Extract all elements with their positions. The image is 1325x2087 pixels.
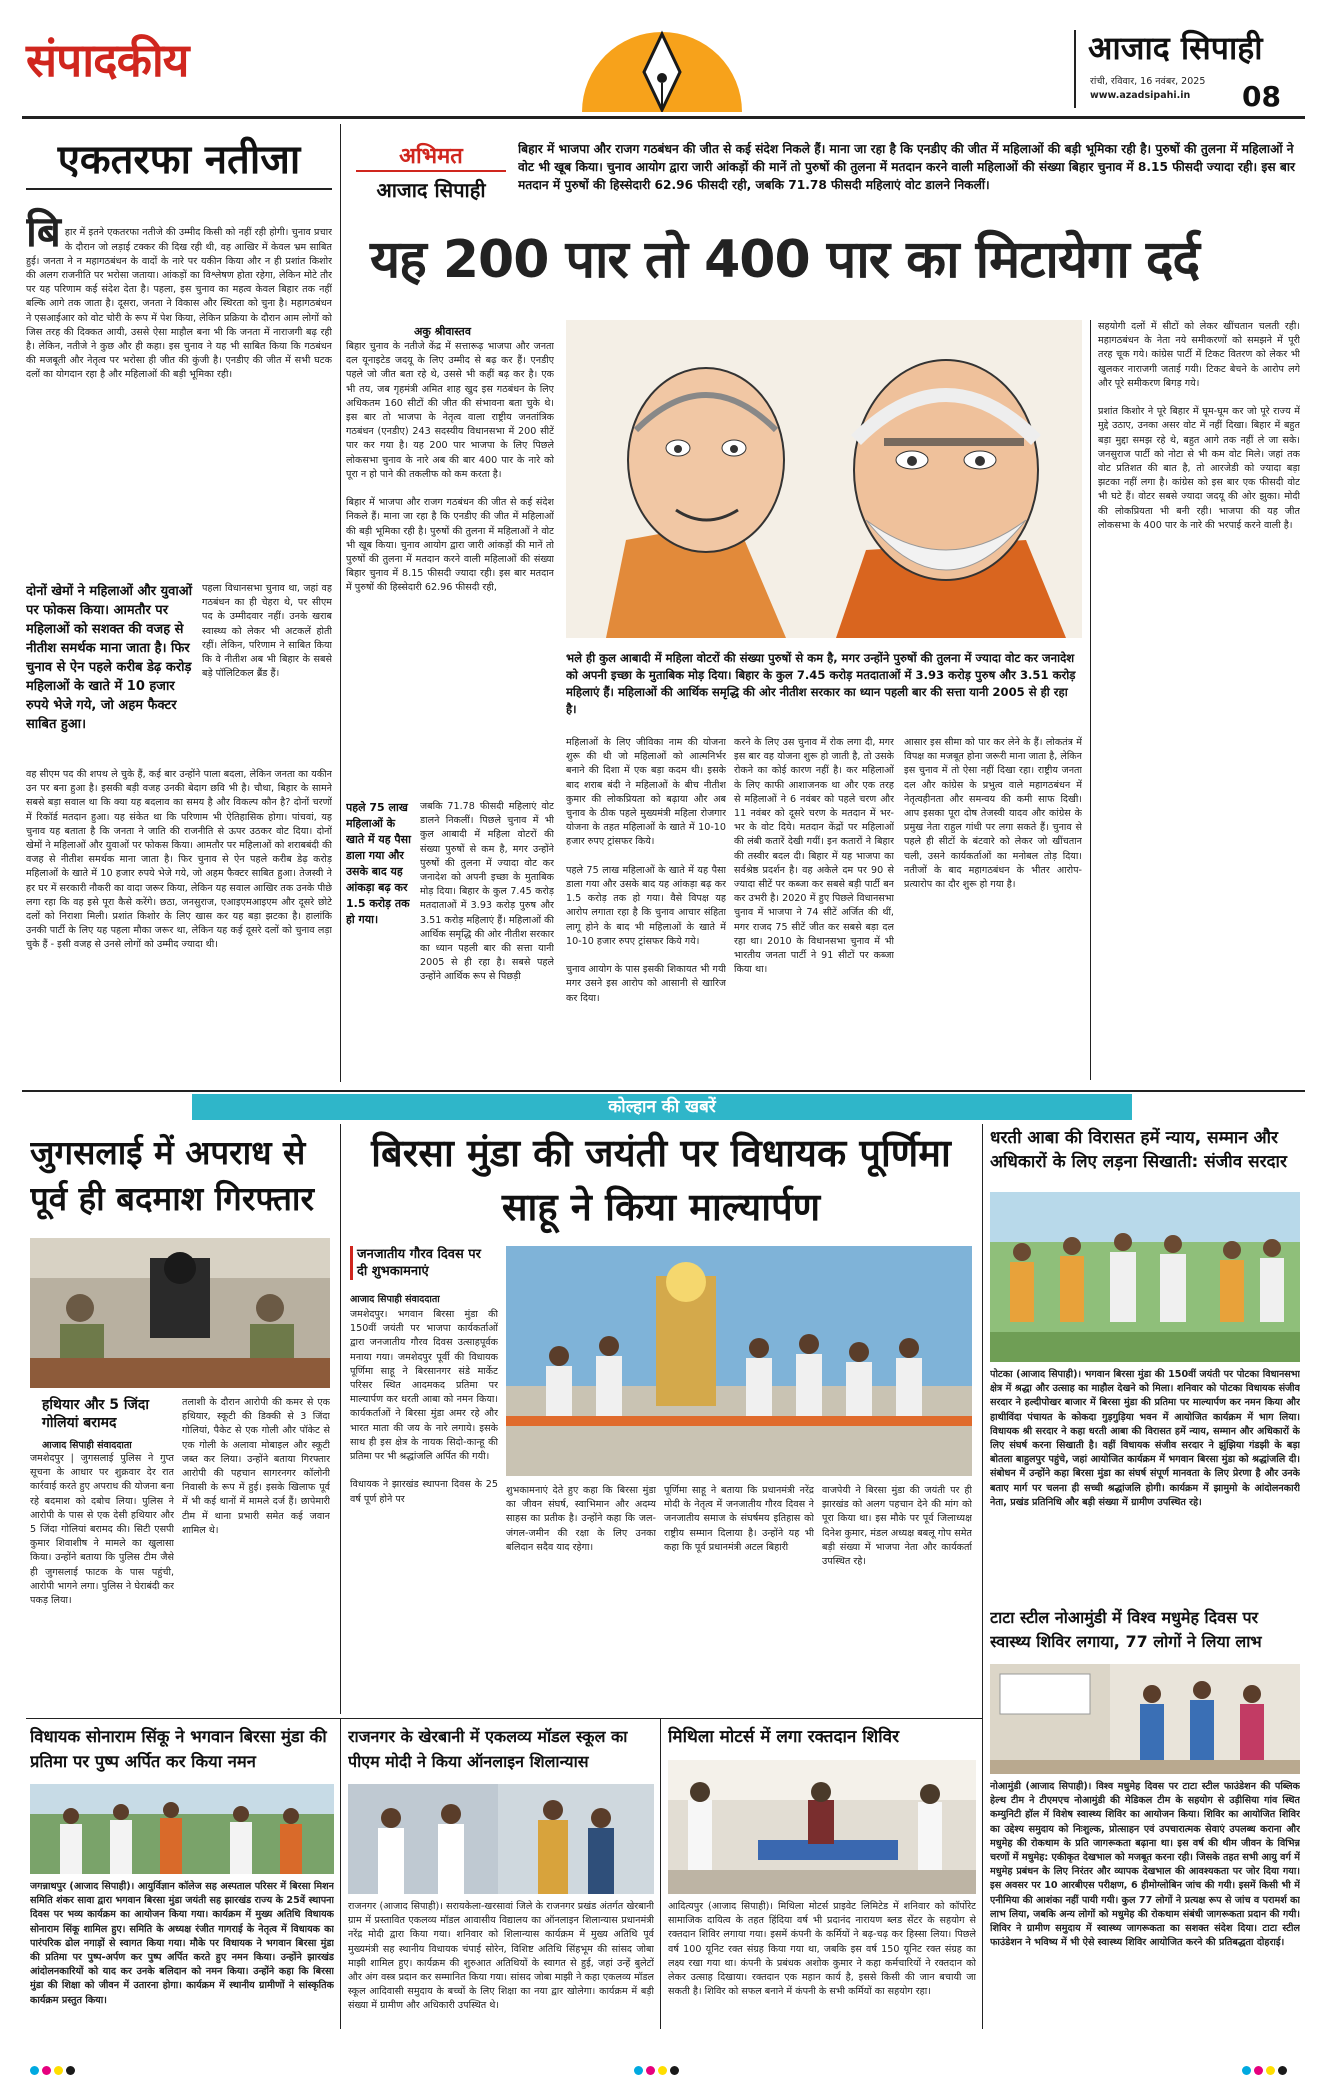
- footer-registration-marks: [30, 2060, 1300, 2074]
- left2-body: जगन्नाथपुर (आजाद सिपाही)। आयुर्विज्ञान कॉलेज सह अस्पताल परिसर में बिरसा मिशन समिति शंकर सावा द्वारा भगवान बिरसा मुंडा जयंती सह झारखंड राज्य के 25वें स्थापना दिवस पर भव्य कार्यक्रम का आयोजन किया गया। कार्यक्रम में मुख्य अतिथि विधायक सोनाराम सिंकू शामिल हुए। समिति के अध्यक्ष रंजीत गागराई के नेतृत्व में विधायक का पारंपरिक ढोल नगाड़ों से स्वागत किया गया। मौके पर विधायक ने भगवान बिरसा मुंडा की प्रतिमा पर पुष्प-अर्पण कर पुष्प अर्पित करते हुए नमन किया। उन्होंने झारखंड आंदोलनकारियों को याद कर उनके बलिदान को नमन किया। उन्होंने कहा कि बिरसा मुंडा की शिक्षा को जीवन में उतारना होगा। कार्यक्रम में स्थानीय ग्रामीणों ने सांस्कृतिक कार्यक्रम प्रस्तुत किया।: [30, 1881, 334, 2006]
- mid2-headline: राजनगर के खेरबानी में एकलव्य मॉडल स्कूल का पीएम मोदी ने किया ऑनलाइन शिलान्यास: [348, 1727, 628, 1771]
- registration-dot-icon: [646, 2066, 655, 2075]
- editorial-body-1: [26, 198, 332, 578]
- editorial-headline: एकतरफा नतीजा: [57, 136, 301, 183]
- bottom-mid2-rule: [660, 1718, 661, 2029]
- abhimat-label-top: अभिमत: [356, 140, 506, 172]
- story2-body: जमशेदपुर। भगवान बिरसा मुंडा की 150वीं जयंती पर भाजपा कार्यकर्ताओं द्वारा जनजातीय गौरव दिवस उत्साहपूर्वक मनाया गया। जमशेदपुर पूर्वी की विधायक पूर्णिमा साहू ने बिरसानगर संडे मार्केट परिसर स्थित आदमकद प्रतिमा पर माल्यार्पण कर धरती आबा को नमन किया। कार्यकर्ताओं ने बिरसा मुंडा अमर रहे और भारत माता की जय के नारे लगाये। इसके साथ ही इस क्षेत्र के नायक सिदो-कान्हू की प्रतिमा पर भी श्रद्धांजलि अर्पित की गयी। विधायक ने झारखंड स्थापना दिवस के 25 वर्ष पूर्ण होने पर: [350, 1309, 498, 1505]
- registration-dot-icon: [670, 2066, 679, 2075]
- story2-headline: बिरसा मुंडा की जयंती पर विधायक पूर्णिमा साहू ने किया माल्यार्पण: [371, 1131, 951, 1229]
- right-col-rule: [982, 1124, 983, 2029]
- story1-body: जमशेदपुर | जुगसलाई पुलिस ने गुप्त सूचना के आधार पर शुक्रवार देर रात कार्रवाई करते हुए अपराध की योजना बना रहे बदमाश को दबोच लिया। पुलिस ने आरोपी के पास से एक देसी हथियार और 5 जिंदा गोलियां बरामद की। सिटी एसपी कुमार शिवाशीष ने मामले का खुलासा किया। उन्होंने बताया कि पुलिस टीम जैसे ही जुगसलाई फाटक के पास पहुंची, आरोपी भागने लगा। पुलिस ने घेराबंदी कर पकड़ लिया।: [30, 1453, 174, 1607]
- masthead-vertical-rule: [1074, 30, 1076, 108]
- editorial-text-1: हार में इतने एकतरफा नतीजे की उम्मीद किसी को नहीं रही होगी। चुनाव प्रचार के दौरान जो लड़ाई टक्कर की दिख रही थी, वह आखिर में केवल भ्रम साबित हुई। जनता ने न महागठबंधन के वादों के नारे पर यकीन किया और न ही प्रशांत किशोर की अलग राजनीति पर भरोसा जताया। आंकड़ों का विश्लेषण होता रहेगा, लेकिन मोटे तौर पर यह परिणाम कई संदेश देता है। पहला, इस चुनाव का महत्व केवल बिहार तक नहीं बल्कि आगे तक जाता है। दूसरा, जनता ने विकास और स्थिरता को चुना है। महागठबंधन ने एसआईआर को वोट चोरी के रूप में पेश किया, लेकिन प्रक्रिया के दौरान आम लोगों को जिस तरह की दिक्कत आयी, उससे ऐसा माहौल बना भी कि जनता में नाराजगी बढ़ रही है। लेकिन, नतीजे ने कुछ और ही कहा। इस चुनाव ने यह भी साबित किया कि गठबंधन की मजबूती और नेतृत्व पर भरोसा ही जीत की कुंजी है। एनडीए की जीत में सभी घटक दलों का योगदान रहा है और महिलाओं की बड़ी भूमिका रही।: [26, 227, 332, 381]
- abhimat-col-2: जबकि 71.78 फीसदी महिलाएं वोट डालने निकलीं। पिछले चुनाव में भी कुल आबादी में महिला वोटरों की संख्या पुरुषों से कम है, मगर उन्होंने पुरुषों की तुलना में ज्यादा वोट कर जनादेश को अपनी इच्छा के मुताबिक मोड़ दिया। बिहार के कुल 7.45 करोड़ मतदाताओं में 3.93 करोड़ पुरुष और 3.51 करोड़ महिलाएं हैं। महिलाओं की आर्थिक समृद्धि की ओर नीतीश सरकार का ध्यान पहली बार की सत्ता यानी 2005 से ही रहा है। सबसे पहले उन्होंने आर्थिक रूप से पिछड़ी: [420, 801, 554, 983]
- story2-photo: [506, 1246, 972, 1476]
- registration-dot-icon: [1242, 2066, 1251, 2075]
- drop-cap: बि: [26, 207, 61, 257]
- masthead-rule: [22, 116, 1305, 119]
- story2-left-rule: [340, 1124, 341, 1714]
- right1-headline: धरती आबा की विरासत हमें न्याय, सम्मान और अधिकारों के लिए लड़ना सिखाती: संजीव सरदार: [990, 1128, 1287, 1172]
- abhimat-intro: बिहार में भाजपा और राजग गठबंधन की जीत से कई संदेश निकले हैं। माना जा रहा है कि एनडीए की जीत में महिलाओं की बड़ी भूमिका रही है। पुरुषों की तुलना में महिलाओं ने वोट भी खूब किया। चुनाव आयोग द्वारा जारी आंकड़ों की मानें तो पुरुषों की तुलना में मतदान करने वाली महिलाओं की संख्या बिहार चुनाव में 8.15 फीसदी ज्यादा रही। इस बार मतदान में पुरुषों की हिस्सेदारी 62.96 फीसदी रही, जबकि 71.78 फीसदी महिलाएं वोट डालने निकलीं।: [518, 142, 1295, 192]
- registration-dot-icon: [1266, 2066, 1275, 2075]
- mid3-body: आदित्यपुर (आजाद सिपाही)। मिथिला मोटर्स प्राइवेट लिमिटेड में शनिवार को कॉर्पोरेट सामाजिक दायित्व के तहत हिंदिया वर्ष भी प्रदानंद नारायण ब्लड सेंटर के सहयोग से रक्तदान शिविर लगाया गया। इसमें कंपनी के कर्मियों ने बढ़-चढ़ कर हिस्सा लिया। पिछले वर्ष 100 यूनिट रक्त संग्रह किया गया था, जबकि इस वर्ष 150 यूनिट रक्त संग्रह का लक्ष्य रखा गया था। कंपनी के प्रबंधक अशोक कुमार ने कहा कर्मचारियों ने रक्तदान को लेकर उत्साह दिखाया। रक्तदान एक महान कार्य है, इससे किसी की जान बचायी जा सकती है। शिविर को सफल बनाने में कंपनी के सभी कर्मियों का सहयोग रहा।: [668, 1901, 976, 1998]
- color-dots-right: [1242, 2060, 1290, 2079]
- abhimat-col-4: करने के लिए उस चुनाव में रोक लगा दी, मगर इस बार वह योजना शुरू हो जाती है, तो उसके रोकने का कोई कारण नहीं है। कर महिलाओं के लिए काफी आशाजनक था और एक तरह से महिलाओं ने 6 नवंबर को पहले चरण और 11 नवंबर को दूसरे चरण के मतदान में भर-भर के वोट दिये। मतदान केंद्रों पर महिलाओं की लंबी कतारें देखी गयीं। इन कतारों ने बिहार की तस्वीर बदल दी। बिहार में यह भाजपा का सर्वश्रेष्ठ प्रदर्शन है। वह अकेले दम पर 90 से ज्यादा सीटें पर कब्जा कर सबसे बड़ी पार्टी बन कर उभरी है। 2020 में हुए पिछले विधानसभा चुनाव में भाजपा ने 74 सीटें अर्जित की थीं, मगर राजद 75 सीटें जीत कर सबसे बड़ा दल रहा था। 2010 के विधानसभा चुनाव में भी भारतीय जनता पार्टी ने 91 सीटों पर कब्जा किया था।: [734, 737, 894, 976]
- kolhan-banner-label: कोल्हान की खबरें: [608, 1097, 716, 1117]
- editorial-pull-quote: दोनों खेमों ने महिलाओं और युवाओं पर फोकस किया। आमतौर पर महिलाओं को सशक्त की वजह से नीतीश समर्थक माना जाता है। फिर चुनाव से ऐन पहले करीब डेढ़ करोड़ महिलाओं के खाते में 10 हजार रुपये भेजे गये, जो अहम फैक्टर साबित हुआ।: [26, 584, 193, 732]
- story2-subhead: जनजातीय गौरव दिवस पर दी शुभकामनाएं: [350, 1246, 486, 1280]
- abhimat-byline: अकु श्रीवास्तव: [414, 325, 471, 338]
- registration-dot-icon: [30, 2066, 39, 2075]
- registration-dot-icon: [66, 2066, 75, 2075]
- page-number: 08: [1242, 80, 1281, 113]
- story2-body-4: वाजपेयी ने बिरसा मुंडा की जयंती पर ही झारखंड को अलग पहचान देने की मांग को पूरा किया था। इस मौके पर पूर्व जिलाध्यक्ष दिनेश कुमार, मंडल अध्यक्ष बबलू गोप समेत बड़ी संख्या में भाजपा नेता और कार्यकर्ता उपस्थित रहे।: [822, 1485, 972, 1568]
- kolhan-top-rule: [22, 1090, 1305, 1092]
- left2-headline: विधायक सोनाराम सिंकू ने भगवान बिरसा मुंडा की प्रतिमा पर पुष्प अर्पित कर किया नमन: [30, 1727, 327, 1771]
- abhimat-col6-divider: [1090, 320, 1091, 1080]
- bottom-mid-rule: [340, 1718, 341, 2029]
- section-title: संपादकीय: [26, 33, 189, 87]
- paper-name: आजाद सिपाही: [1088, 29, 1263, 67]
- cartoon-caption: भले ही कुल आबादी में महिला वोटरों की संख्या पुरुषों से कम है, मगर उन्होंने पुरुषों की तुलना में ज्यादा वोट कर जनादेश को अपनी इच्छा के मुताबिक मोड़ दिया। बिहार के कुल 7.45 करोड़ मतदाताओं में 3.93 करोड़ पुरुष और 3.51 करोड़ महिलाएं हैं। महिलाओं की आर्थिक समृद्धि की ओर नीतीश सरकार का ध्यान पहली बार की सत्ता यानी 2005 से ही रहा है।: [566, 651, 1076, 716]
- registration-dot-icon: [54, 2066, 63, 2075]
- registration-dot-icon: [658, 2066, 667, 2075]
- color-dots-mid: [634, 2060, 682, 2079]
- editorial-body-2: पहला विधानसभा चुनाव था, जहां वह गठबंधन का ही चेहरा थे, पर सीएम पद के उम्मीदवार नहीं। उनके खराब स्वास्थ्य को लेकर भी अटकलें होती रहीं। लेकिन, परिणाम ने साबित किया कि वे नीतीश अब भी बिहार के सबसे बड़े पॉलिटिकल ब्रैंड हैं।: [202, 583, 332, 680]
- cartoon-illustration: [566, 320, 1082, 638]
- color-dots-left: [30, 2060, 78, 2079]
- mid3-headline: मिथिला मोटर्स में लगा रक्तदान शिविर: [668, 1727, 900, 1747]
- pen-nib-emblem-icon: [576, 20, 748, 112]
- story1-body-2: तलाशी के दौरान आरोपी की कमर से एक हथियार, स्कूटी की डिक्की से 3 जिंदा गोलियां, पैकेट से एक गोली और पॉकेट से एक गोली के अलावा मोबाइल और स्कूटी जब्त कर लिया। उन्होंने बताया गिरफ्तार आरोपी की पहचान सागरनगर कॉलोनी निवासी के रूप में हुई। इसके खिलाफ पूर्व में भी कई थानों में मामले दर्ज हैं। छापेमारी टीम में थाना प्रभारी समेत कई जवान शामिल थे।: [182, 1397, 330, 1536]
- abhimat-label-bottom: आजाद सिपाही: [376, 178, 486, 202]
- mid2-photo: [348, 1784, 654, 1894]
- right2-photo: [990, 1664, 1300, 1774]
- right2-headline: टाटा स्टील नोआमुंडी में विश्व मधुमेह दिवस पर स्वास्थ्य शिविर लगाया, 77 लोगों ने लिया लाभ: [990, 1608, 1262, 1651]
- abhimat-col-6: सहयोगी दलों में सीटों को लेकर खींचतान चलती रही। महागठबंधन के नेता नये समीकरणों को समझने में पूरी तरह चूक गये। कांग्रेस पार्टी में टिकट वितरण को लेकर भी खुलकर नाराजगी जताई गयी। टिकट बेचने के आरोप लगे और पूरे समीकरण बिगड़ गये। प्रशांत किशोर ने पूरे बिहार में घूम-घूम कर जो पूरे राज्य में मुद्दे उठाए, उनका असर वोट में नहीं दिखा। बिहार में बहुत बड़ा मुद्दा समझ रहे थे, बहुत आगे तक नहीं ले जा सके। जनसुराज पार्टी को नोटा से भी कम वोट मिले। जहां तक वोट प्रतिशत की बात है, तो आरजेडी को ज्यादा बड़ा झटका नहीं लगा है। कांग्रेस को इस बार एक फीसदी वोट भी घटे हैं। वोटर सबसे ज्यादा जदयू की ओर झुका। मोदी की लोकप्रियता भी बनी रही। भाजपा की यह जीत लोकसभा के 400 पार के नारे की भरपाई करने वाली है।: [1098, 321, 1300, 531]
- bottom-row-rule: [26, 1718, 982, 1719]
- editorial-body-3: वह सीएम पद की शपथ ले चुके हैं, कई बार उन्होंने पाला बदला, लेकिन जनता का यकीन उन पर बना हुआ है। इसकी बड़ी वजह उनकी बेदाग छवि भी है। चौथा, बिहार के सामने सबसे बड़ा सवाल था कि क्या यह बदलाव का समय है और विकल्प कौन है? दोनों चरणों में रिकॉर्ड मतदान हुआ। यह संकेत था कि परिणाम भी ऐतिहासिक होगा। पांचवां, यह चुनाव यह बताता है कि जनता ने जाति की राजनीति से ऊपर उठकर वोट दिया। दोनों खेमों ने महिलाओं और युवाओं पर फोकस किया। आमतौर पर महिलाओं को शराबबंदी की वजह से नीतीश समर्थक माना जाता है। फिर चुनाव से ऐन पहले करीब डेढ़ करोड़ महिलाओं के खाते में 10 हजार रुपये भेजे गये, जो अहम फैक्टर साबित हुआ। तेजस्वी ने हर घर में सरकारी नौकरी का वादा जरूर किया, लेकिन यह सवाल आखिर तक उनके पीछे लगा रहा कि वह इसे पूरा कैसे करेंगे। छठा, जनसुराज, एआइएमआइएम और दूसरे छोटे दलों को निराशा मिली। प्रशांत किशोर के लिए खास कर यह बड़ा झटका है। हालांकि उनकी पार्टी के लिए यह पहला मौका जरूर था, लेकिन यह कई दूसरे दलों को चुनाव लड़ा चुके हैं - इसी वजह से उनसे लोगों को उम्मीद ज्यादा थी।: [26, 769, 332, 951]
- story2-body-2: शुभकामनाएं देते हुए कहा कि बिरसा मुंडा का जीवन संघर्ष, स्वाभिमान और अदम्य साहस का प्रतीक है। उन्होंने कहा कि जल-जंगल-जमीन की रक्षा के लिए उनका बलिदान सदैव याद रहेगा।: [506, 1485, 656, 1553]
- registration-dot-icon: [1254, 2066, 1263, 2075]
- editorial-column: [26, 122, 332, 1082]
- abhimat-col-1: बिहार चुनाव के नतीजे केंद्र में सत्तारूढ़ भाजपा और जनता दल यूनाइटेड जदयू के लिए उम्मीद से बढ़ कर हैं। एनडीए पहले जो जीत बता रहे थे, उससे भी कहीं बढ़ कर है। एक भी तय, जब गृहमंत्री अमित शाह खुद इस गठबंधन के लिए अधिकतम 160 सीटों की जीत की संभावना बता चुके थे। इस बार तो भाजपा के नेतृत्व वाला राष्ट्रीय जनतांत्रिक गठबंधन (एनडीए) 243 सदस्यीय विधानसभा में 200 सीटें पार कर गया है। यह 200 पार भाजपा के लिए पिछले लोकसभा चुनाव के नारे अब की बार 400 पार के नारे को पूरा न हो पाने की तकलीफ को कम करता है। बिहार में भाजपा और राजग गठबंधन की जीत से कई संदेश निकले हैं। माना जा रहा है कि एनडीए की जीत में महिलाओं की बड़ी भूमिका रही है। पुरुषों की तुलना में महिलाओं ने वोट भी खूब किया। चुनाव आयोग द्वारा जारी आंकड़ों की मानें तो पुरुषों की तुलना में मतदान करने वाली महिलाओं की संख्या बिहार चुनाव में 8.15 फीसदी ज्यादा रही। इस बार मतदान में पुरुषों की हिस्सेदारी 62.96 फीसदी रही,: [346, 341, 554, 594]
- left2-photo: [30, 1784, 334, 1874]
- story1-subhead: हथियार और 5 जिंदा गोलियां बरामद: [42, 1397, 149, 1431]
- story1-photo: [30, 1238, 330, 1388]
- abhimat-side-box: पहले 75 लाख महिलाओं के खाते में यह पैसा डाला गया और उसके बाद यह आंकड़ा बढ़ कर 1.5 करोड़ तक हो गया।: [346, 801, 411, 926]
- abhimat-headline: यह 200 पार तो 400 पार का मिटायेगा दर्द: [370, 230, 1200, 290]
- abhimat-col-5: आसार इस सीमा को पार कर लेने के हैं। लोकतंत्र में विपक्ष का मजबूत होना जरूरी माना जाता है, लेकिन इस चुनाव में तो ऐसा नहीं दिखा रहा। राष्ट्रीय जनता दल और कांग्रेस के प्रभुत्व वाले महागठबंधन में नेतृत्वहीनता और समन्वय की कमी साफ दिखी। आप इसका पूरा दोष तेजस्वी यादव और कांग्रेस के प्रमुख नेता राहुल गांधी पर लगा सकते हैं। चुनाव से पहले ही सीटों के बंटवारे को लेकर जो खींचतान चली, उसने कार्यकर्ताओं का मनोबल तोड़ दिया। नतीजों के बाद महागठबंधन के भीतर आरोप-प्रत्यारोप का दौर शुरू हो गया है।: [904, 737, 1082, 891]
- masthead: [0, 0, 1325, 112]
- mid2-body: राजनगर (आजाद सिपाही)। सरायकेला-खरसावां जिले के राजनगर प्रखंड अंतर्गत खेरबानी ग्राम में प्रस्तावित एकलव्य मॉडल आवासीय विद्यालय का ऑनलाइन शिलान्यास प्रधानमंत्री नरेंद्र मोदी द्वारा किया गया। शनिवार को शिलान्यास कार्यक्रम में मुख्य अतिथि पूर्व मुख्यमंत्री सह स्थानीय विधायक चंपाई सोरेन, विशिष्ट अतिथि सिंहभूम की सांसद जोबा माझी शामिल हुए। कार्यक्रम की शुरुआत अतिथियों के स्वागत से हुई, जहां उन्हें बुलेटों और अंग वस्त्र प्रदान कर सम्मानित किया गया। सांसद जोबा माझी ने कहा एकलव्य मॉडल स्कूल आदिवासी समुदाय के बच्चों के लिए शिक्षा का नया द्वार खोलेगा। कार्यक्रम में बड़ी संख्या में ग्रामीण और अधिकारी उपस्थित थे।: [348, 1901, 654, 2012]
- registration-dot-icon: [42, 2066, 51, 2075]
- mid3-photo: [668, 1760, 976, 1894]
- dateline: रांची, रविवार, 16 नवंबर, 2025: [1090, 76, 1206, 87]
- story1-byline: आजाद सिपाही संवाददाता: [42, 1440, 132, 1451]
- right1-body: पोटका (आजाद सिपाही)। भगवान बिरसा मुंडा की 150वीं जयंती पर पोटका विधानसभा क्षेत्र में श्रद्धा और उत्साह का माहौल देखने को मिला। शनिवार को पोटका विधायक संजीव सरदार ने हल्दीपोखर बाजार में बिरसा मुंडा की प्रतिमा पर माल्यार्पण कर नमन किया और हाथीविंदा पंचायत के कोकदा गुड़गुड़िया भवन में आयोजित कार्यक्रम में भाग लिया। विधायक श्री सरदार ने कहा धरती आबा की विरासत हमें न्याय, सम्मान और अधिकारों के लिए संघर्ष करना सिखाती है। वहीं विधायक संजीव सरदार ने झुंझिया गंडझी के बड़ा बोतला बाहुलपुर पहुंचे, जहां आयोजित कार्यक्रम में भगवान बिरसा मुंडा को श्रद्धांजलि दी। संबोधन में उन्होंने कहा बिरसा मुंडा का संघर्ष संपूर्ण मानवता के लिए प्रेरणा है और उनके बताए मार्ग पर चलना ही सच्ची श्रद्धांजलि होगी। कार्यक्रम में झामुमो के आंदोलनकारी नेता, प्रखंड प्रतिनिधि और बड़ी संख्या में ग्रामीण उपस्थित रहे।: [990, 1369, 1300, 1508]
- registration-dot-icon: [1278, 2066, 1287, 2075]
- kolhan-banner: [192, 1094, 1132, 1120]
- story1-headline: जुगसलाई में अपराध से पूर्व ही बदमाश गिरफ्तार: [30, 1133, 314, 1218]
- right1-photo: [990, 1192, 1300, 1362]
- story2-byline: आजाद सिपाही संवाददाता: [350, 1294, 440, 1305]
- abhimat-col-3: महिलाओं के लिए जीविका नाम की योजना शुरू की थी जो महिलाओं को आत्मनिर्भर बनाने की दिशा में एक बड़ा कदम थी। इसके बाद शराब बंदी ने महिलाओं के बीच नीतीश कुमार की लोकप्रियता को बढ़ाया और अब चुनाव के ठीक पहले मुख्यमंत्री महिला रोजगार योजना के तहत महिलाओं के खाते में 10-10 हजार रुपए ट्रांसफर किये। पहले 75 लाख महिलाओं के खाते में यह पैसा डाला गया और उसके बाद यह आंकड़ा बढ़ कर 1.5 करोड़ तक हो गया। वैसे विपक्ष यह आरोप लगाता रहा है कि चुनाव आचार संहिता लागू होने के बाद भी महिलाओं के खाते में 10-10 हजार रुपए ट्रांसफर किये गये। चुनाव आयोग के पास इसकी शिकायत भी गयी मगर उसने इस आरोप को आसानी से खारिज कर दिया।: [566, 737, 726, 1004]
- right2-body: नोआमुंडी (आजाद सिपाही)। विश्व मधुमेह दिवस पर टाटा स्टील फाउंडेशन की पब्लिक हेल्थ टीम ने टीएमएच नोआमुंडी की मेडिकल टीम के सहयोग से उड़ीसिया गांव स्थित कम्युनिटी हॉल में विशेष स्वास्थ्य शिविर का आयोजन किया। शिविर का आयोजित शिविर का उद्देश्य समुदाय को निःशुल्क, प्रोत्साहन एवं उपचारात्मक सेवाएं उपलब्ध कराना और मधुमेह की रोकथाम के प्रति जागरूकता बढ़ाना था। इस वर्ष की थीम जीवन के विभिन्न चरणों में मधुमेह: एकीकृत देखभाल को मजबूत करना रही। जिसके तहत सभी आयु वर्ग में मधुमेह प्रबंधन के लिए निरंतर और व्यापक देखभाल की आवश्यकता पर जोर दिया गया। इस अवसर पर 10 आरबीएस परीक्षण, 6 हीमोग्लोबिन जांच की गयी। इसमें किसी भी में एनीमिया की आशंका नहीं पायी गयी। कुल 77 लोगों ने प्रत्यक्ष रूप से जांच व परामर्श का लाभ लिया, जबकि अन्य लोगों को मधुमेह की रोकथाम संबंधी जागरूकता प्रदान की गयी। शिविर ने ग्रामीण समुदाय में स्वास्थ्य जागरूकता का सशक्त संदेश दिया। टाटा स्टील फाउंडेशन ने भविष्य में भी ऐसे स्वास्थ्य शिविर आयोजित करने की प्रतिबद्धता दोहराई।: [990, 1781, 1300, 1949]
- abhimat-label: [356, 140, 506, 210]
- registration-dot-icon: [634, 2066, 643, 2075]
- story2-body-3: पूर्णिमा साहू ने बताया कि प्रधानमंत्री नरेंद्र मोदी के नेतृत्व में जनजातीय गौरव दिवस ने जनजातीय समाज के संघर्षमय इतिहास को राष्ट्रीय सम्मान दिलाया है। उन्होंने यह भी कहा कि पूर्व प्रधानमंत्री अटल बिहारी: [664, 1485, 814, 1553]
- website-link[interactable]: www.azadsipahi.in: [1090, 90, 1191, 101]
